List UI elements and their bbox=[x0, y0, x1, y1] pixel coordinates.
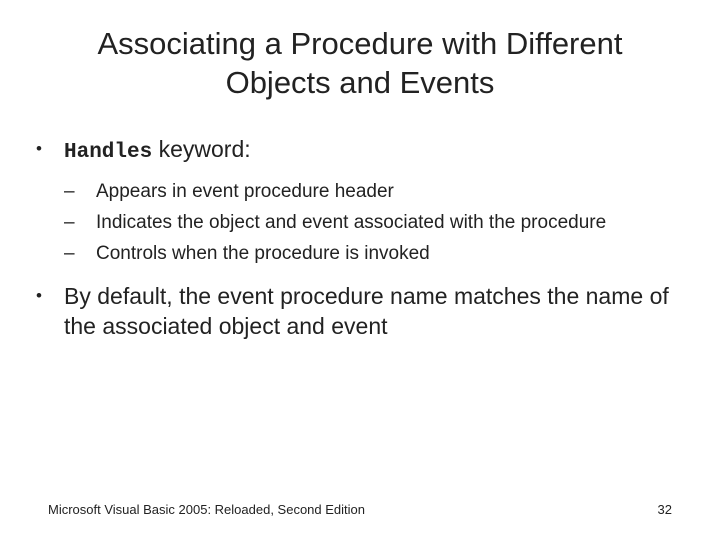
sub-bullet-list bbox=[64, 176, 686, 269]
bullet-marker: • bbox=[36, 286, 42, 305]
dash-marker: – bbox=[64, 212, 75, 233]
sub-bullet-text: Indicates the object and event associated with the procedure bbox=[96, 212, 607, 233]
bullet-default-name bbox=[36, 281, 686, 341]
sub-bullet-item bbox=[64, 207, 616, 238]
bullet-text: By default, the event procedure name matches the name of the associated object and event bbox=[64, 283, 669, 339]
sub-bullet-text: Controls when the procedure is invoked bbox=[96, 243, 430, 264]
handles-keyword: Handles bbox=[64, 141, 153, 164]
slide-title bbox=[40, 24, 680, 102]
slide-title-line-1: Associating a Procedure with Different bbox=[97, 26, 623, 61]
dash-marker: – bbox=[64, 181, 75, 202]
bullet-list bbox=[36, 134, 686, 341]
sub-bullet-item bbox=[64, 238, 616, 269]
bullet-marker: • bbox=[36, 139, 42, 158]
dash-marker: – bbox=[64, 243, 75, 264]
bullet-text: keyword: bbox=[152, 136, 251, 162]
sub-bullet-text: Appears in event procedure header bbox=[96, 181, 394, 202]
sub-bullet-item bbox=[64, 176, 616, 207]
page-number: 32 bbox=[657, 502, 672, 517]
bullet-handles-keyword bbox=[36, 134, 686, 269]
footer-book-title: Microsoft Visual Basic 2005: Reloaded, Second Edition bbox=[48, 502, 366, 517]
slide-title-line-2: Objects and Events bbox=[225, 65, 495, 100]
